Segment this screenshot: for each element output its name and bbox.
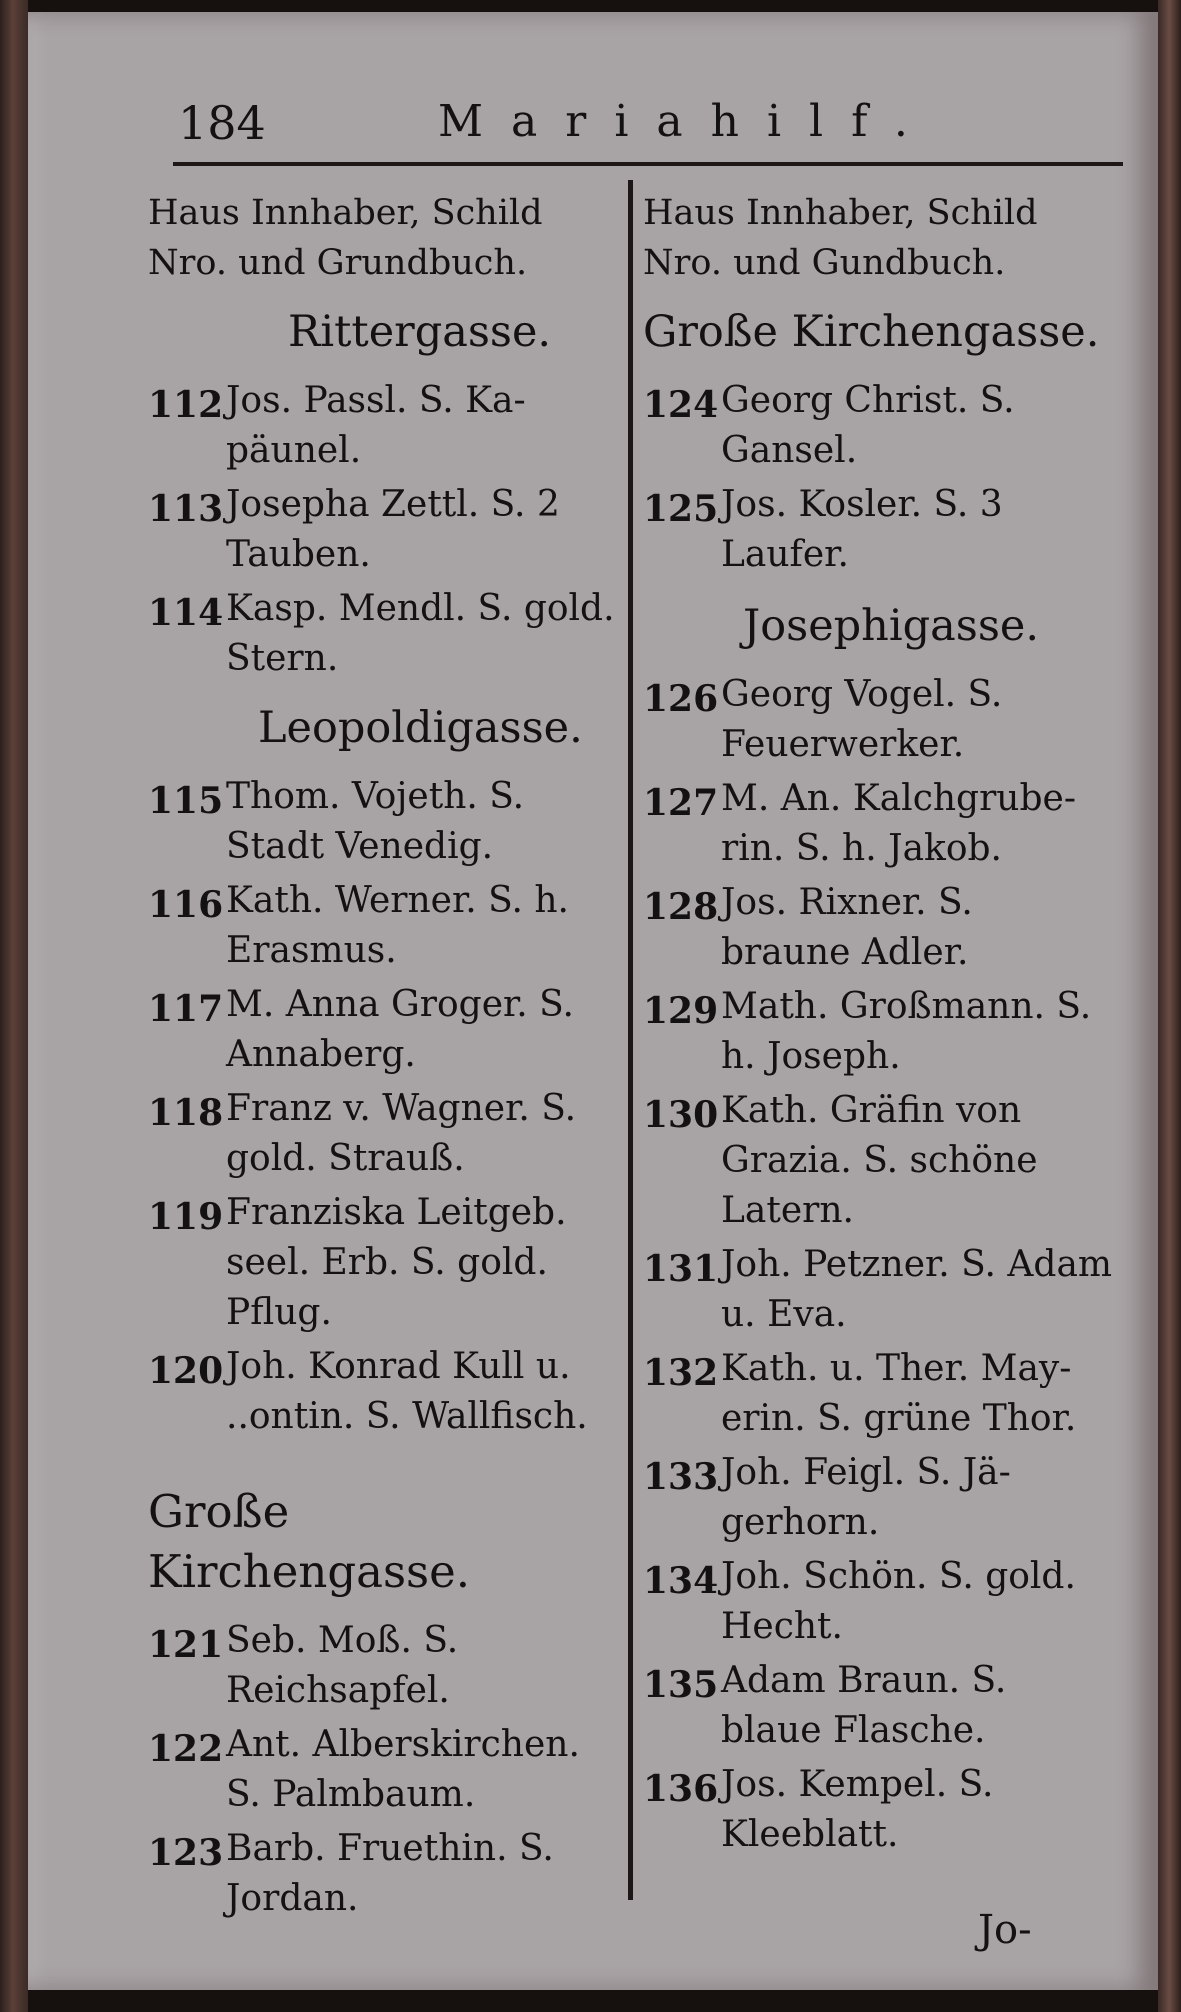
address-entry — [643, 1552, 1113, 1652]
entry-text: Math. Großmann. S. h. Joseph. — [721, 986, 1092, 1077]
house-number: 122 — [148, 1728, 224, 1770]
house-number: 135 — [643, 1664, 719, 1706]
house-number: 129 — [643, 990, 719, 1032]
address-entry — [148, 1720, 623, 1820]
entry-text: Jos. Kosler. S. 3 Laufer. — [721, 484, 1003, 575]
right-column — [643, 188, 1113, 1864]
house-number: 117 — [148, 988, 224, 1030]
entry-text: Joh. Schön. S. gold. Hecht. — [721, 1556, 1076, 1647]
address-entry — [148, 876, 623, 976]
house-number: 123 — [148, 1832, 224, 1874]
book-spine-edge — [0, 0, 28, 2012]
entry-text: Joh. Konrad Kull u. ..ontin. S. Wallfisch. — [226, 1346, 588, 1437]
house-number: 136 — [643, 1768, 719, 1810]
entry-text: M. An. Kalchgruberin. S. h. Jakob. — [721, 778, 1076, 869]
house-number: 130 — [643, 1094, 719, 1136]
street-heading: Große Kirchengasse. — [148, 1485, 471, 1598]
entry-text: Jos. Kempel. S. Kleeblatt. — [721, 1764, 994, 1855]
house-number: 121 — [148, 1624, 224, 1666]
address-entry — [148, 584, 623, 684]
address-entry — [643, 878, 1113, 978]
address-entry — [148, 772, 623, 872]
entry-text: Jos. Passl. S. Kapäunel. — [226, 380, 526, 471]
address-entry — [148, 1188, 623, 1338]
running-title: Mariahilf. — [438, 96, 936, 147]
address-entry — [643, 774, 1113, 874]
entry-text: Kasp. Mendl. S. gold. Stern. — [226, 588, 615, 679]
left-column — [148, 188, 623, 1928]
house-number: 115 — [148, 780, 224, 822]
house-number: 113 — [148, 488, 224, 530]
address-entry — [148, 1084, 623, 1184]
column-divider — [628, 180, 633, 1900]
street-heading: Große Kirchengasse. — [643, 307, 1100, 357]
house-number: 125 — [643, 488, 719, 530]
address-entry — [643, 376, 1113, 476]
address-entry — [148, 1616, 623, 1716]
entry-text: Georg Vogel. S. Feuerwerker. — [721, 674, 1003, 765]
house-number: 119 — [148, 1196, 224, 1238]
street-heading: Rittergasse. — [288, 307, 552, 357]
entry-text: Seb. Moß. S. Reichsapfel. — [226, 1620, 459, 1711]
address-entry — [148, 1342, 623, 1442]
address-entry — [643, 1760, 1113, 1860]
entry-text: Franziska Leitgeb. seel. Erb. S. gold. Pflug. — [226, 1192, 567, 1333]
address-entry — [148, 1824, 623, 1924]
entry-text: Kath. Gräfin von Grazia. S. schöne Latern. — [721, 1090, 1038, 1231]
house-number: 131 — [643, 1248, 719, 1290]
address-entry — [643, 1240, 1113, 1340]
page-header — [28, 12, 1158, 150]
entry-text: Jos. Rixner. S. braune Adler. — [721, 882, 973, 973]
house-number: 128 — [643, 886, 719, 928]
house-number: 118 — [148, 1092, 224, 1134]
entry-text: Franz v. Wagner. S. gold. Strauß. — [226, 1088, 577, 1179]
address-entry — [643, 1086, 1113, 1236]
street-heading: Josephigasse. — [743, 601, 1040, 651]
entry-text: Georg Christ. S. Gansel. — [721, 380, 1015, 471]
catchword: Jo- — [978, 1907, 1032, 1953]
house-number: 120 — [148, 1350, 224, 1392]
entry-text: Kath. u. Ther. Mayerin. S. grüne Thor. — [721, 1348, 1077, 1439]
entry-text: Josepha Zettl. S. 2 Tauben. — [226, 484, 560, 575]
house-number: 112 — [148, 384, 224, 426]
street-heading: Leopoldigasse. — [258, 703, 583, 753]
house-number: 132 — [643, 1352, 719, 1394]
address-entry — [148, 980, 623, 1080]
house-number: 126 — [643, 678, 719, 720]
entry-text: M. Anna Groger. S. Annaberg. — [226, 984, 574, 1075]
header-rule — [173, 162, 1123, 166]
house-number: 127 — [643, 782, 719, 824]
house-number: 116 — [148, 884, 224, 926]
address-entry — [643, 480, 1113, 580]
book-page — [28, 12, 1158, 1990]
page-edge — [1158, 0, 1181, 2012]
house-number: 134 — [643, 1560, 719, 1602]
address-entry — [148, 376, 623, 476]
address-entry — [643, 982, 1113, 1082]
page-number: 184 — [178, 96, 266, 150]
house-number: 124 — [643, 384, 719, 426]
entry-text: Adam Braun. S. blaue Flasche. — [721, 1660, 1007, 1751]
column-heading: Haus Innhaber, Schild Nro. und Grundbuch. — [148, 193, 543, 283]
house-number: 133 — [643, 1456, 719, 1498]
entry-text: Kath. Werner. S. h. Erasmus. — [226, 880, 570, 971]
address-entry — [148, 480, 623, 580]
entry-text: Joh. Petzner. S. Adam u. Eva. — [721, 1244, 1113, 1335]
entry-text: Barb. Fruethin. S. Jordan. — [226, 1828, 554, 1919]
house-number: 114 — [148, 592, 224, 634]
column-heading: Haus Innhaber, Schild Nro. und Gundbuch. — [643, 193, 1038, 283]
address-entry — [643, 1656, 1113, 1756]
entry-text: Thom. Vojeth. S. Stadt Venedig. — [226, 776, 525, 867]
address-entry — [643, 1344, 1113, 1444]
entry-text: Joh. Feigl. S. Jägerhorn. — [721, 1452, 1011, 1543]
address-entry — [643, 670, 1113, 770]
address-entry — [643, 1448, 1113, 1548]
entry-text: Ant. Alberskirchen. S. Palmbaum. — [226, 1724, 580, 1815]
